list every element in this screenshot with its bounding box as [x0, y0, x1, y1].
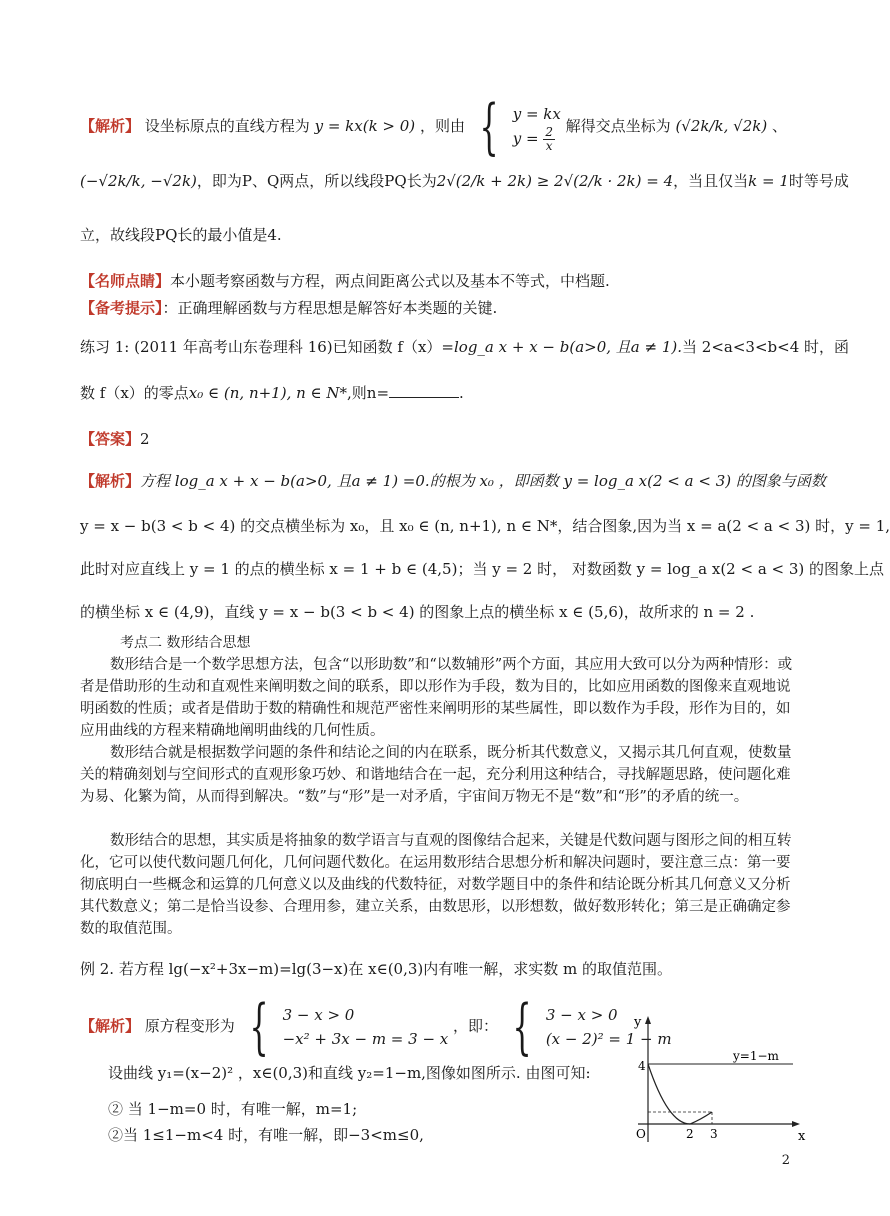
parabola-graph: [628, 1012, 808, 1152]
solution-line-2: (−√2k/k, −√2k)，即为P、Q两点，所以线段PQ长为2√(2/k + 2k) ≥ 2√(2/k · 2k) = 4，当且仅当k = 1时等号成: [80, 172, 849, 190]
y-label: y: [634, 1015, 642, 1030]
y-axis-arrow: [645, 1016, 651, 1024]
paragraph-3: 数形结合的思想，其实质是将抽象的数学语言与直观的图像结合起来，关键是代数问题与图形之间的相互转化，它可以使代数问题几何化，几何问题代数化。在运用数形结合思想分析和解决问题时，要注意三点：第一要彻底明白一些概念和运算的几何意义以及曲线的代数特征，对数学题目中的条件和结论既分析其几何意义又分析其代数意义；第二是恰当设参、合理用参，建立关系，由数思形，以形想数，做好数形转化；第三是正确确定参数的取值范围。: [80, 833, 792, 937]
origin-label: O: [636, 1127, 646, 1141]
line-label: y=1−m: [733, 1049, 779, 1063]
solution2-line-2: y = x − b(3 < b < 4) 的交点横坐标为 x₀，且 x₀ ∈ (n, n+1), n ∈ N*，结合图象,因为当 x = a(2 < a < 3) 时，y = 1,: [80, 517, 890, 535]
page-number: 2: [781, 1153, 790, 1168]
solution3-line-2: 设曲线 y₁=(x−2)² ，x∈(0,3)和直线 y₂=1−m,图像如图所示. 由图可知:: [108, 1064, 591, 1082]
solution2-line-1: 【解析】方程 log_a x + x − b(a>0, 且a ≠ 1) =0.的根为 x₀ ，即函数 y = log_a x(2 < a < 3) 的图象与函数: [80, 472, 826, 490]
answer-blank: [389, 397, 459, 398]
teacher-tip: 【名师点睛】本小题考察函数与方程，两点间距离公式以及基本不等式，中档题.: [80, 272, 610, 290]
solution3-line-3: ② 当 1−m=0 时，有唯一解，m=1;: [108, 1100, 358, 1118]
exam-tip: 【备考提示】：正确理解函数与方程思想是解答好本类题的关键.: [80, 299, 498, 317]
solution-line-1: 【解析】 设坐标原点的直线方程为 y = kx(k > 0) ，则由 { y = kx y = $\frac{2}{x}$ 解得交点坐标为 (√2k/k, √2k) 、: [80, 92, 787, 162]
solution3-line-1: 【解析】 原方程变形为 { 3 − x > 0 −x² + 3x − m = 3 − x ，即： { 3 − x > 0 (x − 2)² = 1 − m: [80, 992, 672, 1062]
tick-2: 2: [686, 1127, 694, 1141]
paragraph-1: 数形结合是一个数学思想方法，包含“以形助数”和“以数辅形”两个方面，其应用大致可以分为两种情形：或者是借助形的生动和直观性来阐明数之间的联系，即以形作为手段，数为目的，比如应用函数的图像来直观地说明函数的性质；或者是借助于数的精确性和规范严密性来阐明形的某些属性，即以数作为手段，形作为目的，如应用曲线的方程来精确地阐明曲线的几何性质。: [80, 657, 793, 739]
system-brace: {: [479, 92, 499, 162]
tick-4: 4: [638, 1059, 646, 1073]
solution3-line-4: ②当 1≤1−m<4 时，有唯一解，即−3<m≤0,: [108, 1126, 424, 1144]
solution-line-3: 立，故线段PQ长的最小值是4.: [80, 226, 282, 244]
equation-system: y = kx y = $\frac{2}{x}$: [512, 104, 561, 153]
solution-label: 【解析】: [80, 117, 141, 135]
answer-line: 【答案】2: [80, 430, 150, 448]
solution2-line-4: 的横坐标 x ∈ (4,9)，直线 y = x − b(3 < b < 4) 的图象上点的横坐标 x ∈ (5,6)，故所求的 n = 2 .: [80, 603, 755, 621]
parabola-curve: [648, 1064, 712, 1124]
paragraph-2: 数形结合就是根据数学问题的条件和结论之间的内在联系，既分析其代数意义，又揭示其几何直观，使数量关的精确刻划与空间形式的直观形象巧妙、和谐地结合在一起，充分利用这种结合，寻找解题思路，使问题化难为易、化繁为简，从而得到解决。“数”与“形”是一对矛盾，宇宙间万物无不是“数”和“形”的矛盾的统一。: [80, 745, 792, 805]
x-label: x: [798, 1129, 806, 1144]
x-axis-arrow: [792, 1121, 800, 1127]
solution2-line-3: 此时对应直线上 y = 1 的点的横坐标 x = 1 + b ∈ (4,5)；当 y = 2 时， 对数函数 y = log_a x(2 < a < 3) 的图象上点: [80, 560, 885, 578]
section-title: 考点二 数形结合思想: [120, 635, 251, 651]
exercise-1-line-1: 练习 1: (2011 年高考山东卷理科 16)已知函数 f（x）=log_a x + x − b(a>0, 且a ≠ 1).当 2<a<3<b<4 时，函: [80, 338, 850, 356]
example-2: 例 2. 若方程 lg(−x²+3x−m)=lg(3−x)在 x∈(0,3)内有唯一解，求实数 m 的取值范围。: [80, 960, 673, 978]
tick-3: 3: [710, 1127, 718, 1141]
exercise-1-line-2: 数 f（x）的零点x₀ ∈ (n, n+1), n ∈ N*,则n= .: [80, 384, 464, 402]
